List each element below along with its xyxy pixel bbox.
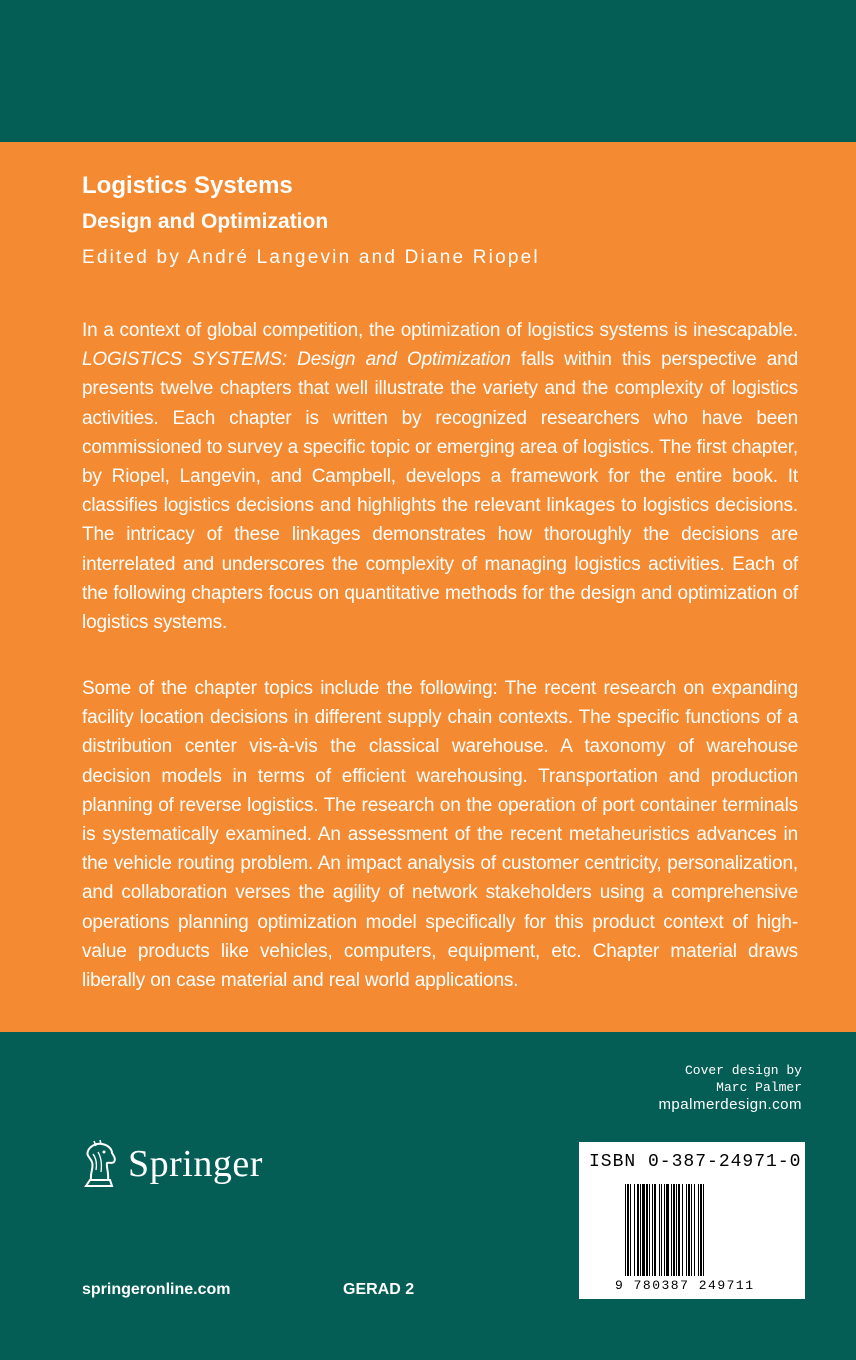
barcode-bar bbox=[640, 1184, 641, 1276]
para1-book-title: LOGISTICS SYSTEMS: Design and Optimization bbox=[82, 349, 511, 371]
barcode-bar bbox=[634, 1184, 635, 1276]
springer-knight-icon bbox=[78, 1140, 122, 1188]
barcode-panel bbox=[579, 1142, 805, 1299]
description-paragraph-2: Some of the chapter topics include the following: The recent research on expanding facility location decisions in different supply chain contexts. The specific functions of a distribution center vis-à-vis the classical warehouse. A taxonomy of warehouse decision models in terms of efficient warehousing. Transportation and production planning of reverse logistics. The research on the operation of port container terminals is systematically examined. An assessment of the recent metaheuristics advances in the vehicle routing problem. An impact analysis of customer centricity, personalization, and collaboration verses the agility of network stakeholders using a comprehensive operations planning optimization model specifically for this product context of high-value products like vehicles, computers, equipment, etc. Chapter material draws liberally on case material and real world applications. bbox=[82, 678, 798, 992]
barcode-bar bbox=[627, 1184, 629, 1276]
barcode-bar bbox=[688, 1184, 690, 1276]
series-label: GERAD 2 bbox=[343, 1281, 415, 1298]
springer-logo bbox=[78, 1140, 263, 1188]
barcode-bar bbox=[691, 1184, 692, 1276]
book-title: Logistics Systems bbox=[82, 172, 293, 199]
barcode-bar bbox=[649, 1184, 650, 1276]
barcode-bar bbox=[646, 1184, 648, 1276]
description-paragraph-1 bbox=[82, 316, 798, 637]
barcode-bar bbox=[694, 1184, 695, 1276]
book-editors: Edited by André Langevin and Diane Riopel bbox=[82, 247, 540, 268]
barcode-bar bbox=[673, 1184, 675, 1276]
barcode-bars bbox=[625, 1184, 759, 1280]
barcode-bar bbox=[698, 1184, 699, 1276]
barcode-bar bbox=[625, 1184, 626, 1276]
barcode-bar bbox=[676, 1184, 677, 1276]
para1-intro: In a context of global competition, the optimization of logistics systems is inescapable. bbox=[82, 320, 798, 341]
barcode-bar bbox=[630, 1184, 631, 1276]
credit-line-2: Marc Palmer bbox=[716, 1080, 802, 1095]
cover-design-credit bbox=[658, 1062, 802, 1113]
springer-wordmark: Springer bbox=[128, 1143, 263, 1185]
barcode-bar bbox=[703, 1184, 704, 1276]
publisher-website: springeronline.com bbox=[82, 1281, 231, 1298]
top-band bbox=[0, 0, 856, 142]
barcode-bar bbox=[654, 1184, 656, 1276]
barcode-bar bbox=[700, 1184, 702, 1276]
footer-panel bbox=[0, 1032, 856, 1360]
barcode-bar bbox=[642, 1184, 645, 1276]
barcode-bar bbox=[682, 1184, 683, 1276]
credit-website: mpalmerdesign.com bbox=[658, 1096, 802, 1113]
barcode-bar bbox=[686, 1184, 687, 1276]
barcode-bar bbox=[664, 1184, 665, 1276]
barcode-bar bbox=[637, 1184, 639, 1276]
barcode-bar bbox=[661, 1184, 662, 1276]
barcode-bar bbox=[659, 1184, 660, 1276]
barcode-bar bbox=[678, 1184, 680, 1276]
isbn-text: ISBN 0-387-24971-0 bbox=[589, 1152, 802, 1172]
barcode-bar bbox=[666, 1184, 669, 1276]
para1-body: falls within this perspective and presents twelve chapters that well illustrate the variety and the complexity of logistics activities. Each chapter is written by recognized researchers who have been commissioned to survey a specific topic or emerging area of logistics. The first chapter, by Riopel, Langevin, and Campbell, develops a framework for the entire book. It classifies logistics decisions and highlights the relevant linkages to logistics decisions. The intricacy of these linkages demonstrates how thoroughly the decisions are interrelated and underscores the complexity of managing logistics activities. Each of the following chapters focus on quantitative methods for the design and optimization of logistics systems. bbox=[82, 349, 799, 634]
barcode-bar bbox=[671, 1184, 672, 1276]
barcode-digits: 9 780387 249711 bbox=[615, 1278, 755, 1293]
barcode-bar bbox=[652, 1184, 653, 1276]
description-panel bbox=[0, 142, 856, 1032]
book-subtitle: Design and Optimization bbox=[82, 210, 329, 233]
credit-line-1: Cover design by bbox=[684, 1063, 802, 1078]
